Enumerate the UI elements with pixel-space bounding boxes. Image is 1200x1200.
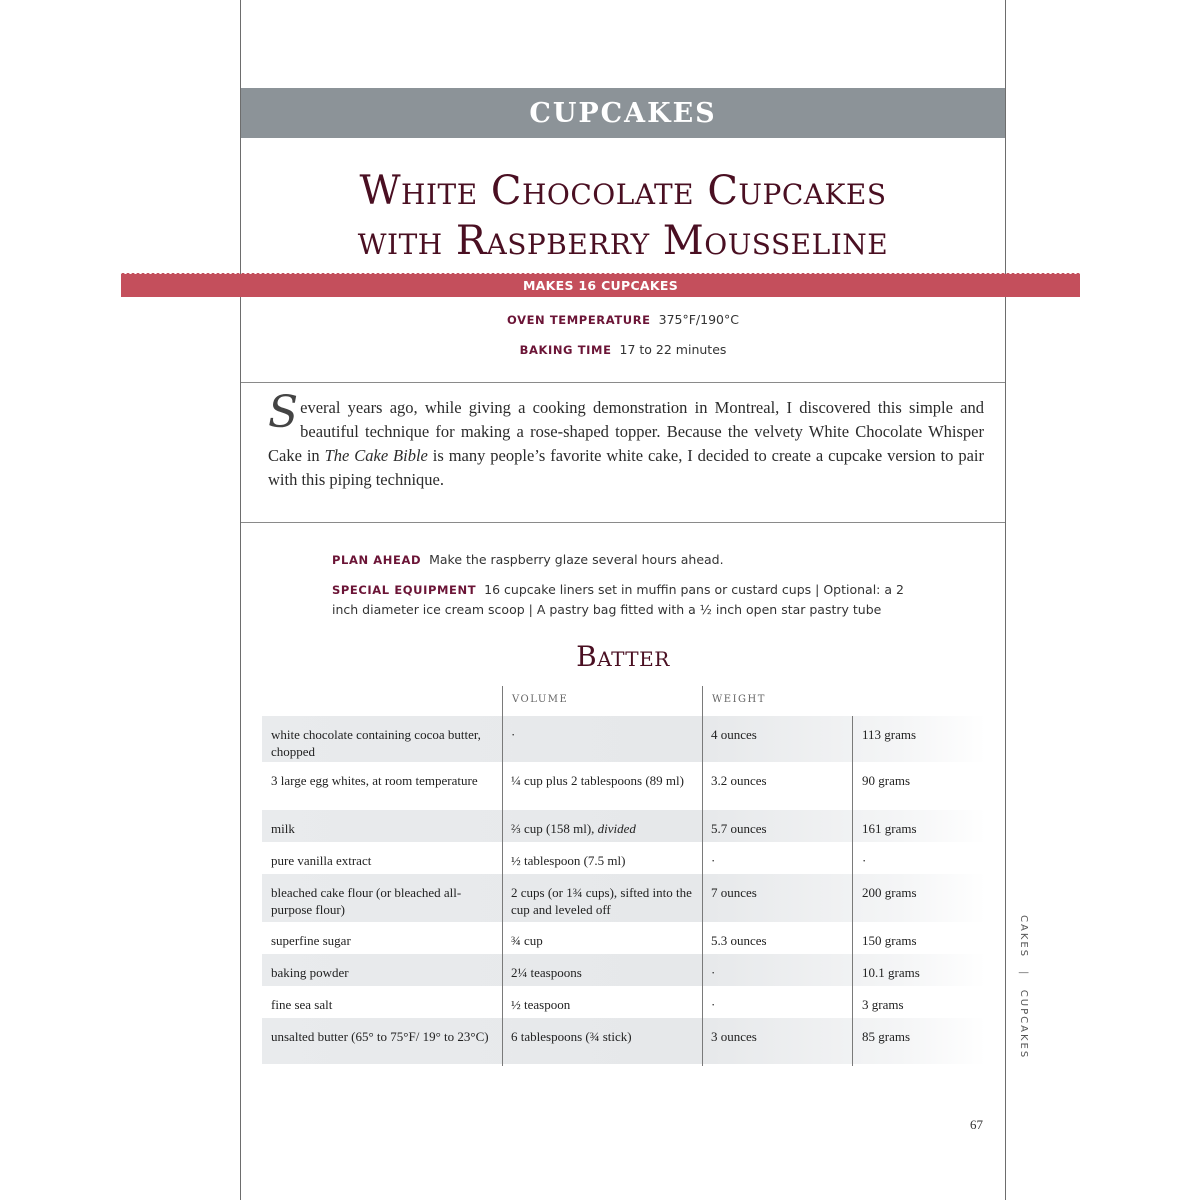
- page-number: 67: [970, 1117, 983, 1132]
- special-equipment: [332, 580, 932, 620]
- grams-cell: 113 grams: [862, 727, 917, 742]
- special-equipment-label: SPECIAL EQUIPMENT: [332, 583, 477, 597]
- table-row: [262, 954, 986, 986]
- column-divider-grams: [852, 716, 853, 1066]
- recipe-title: [241, 166, 1005, 266]
- table-row: [262, 874, 986, 922]
- grams-cell: 150 grams: [862, 933, 917, 948]
- ounces-cell: ·: [711, 965, 716, 980]
- category-label: CUPCAKES: [529, 97, 717, 129]
- section-title-batter: Batter: [576, 640, 670, 673]
- ounces-cell: 3 ounces: [711, 1029, 757, 1044]
- ingredient-cell: bleached cake flour (or bleached all-purpose flour): [271, 885, 462, 917]
- ingredients-table: [262, 686, 986, 1064]
- table-row: [262, 810, 986, 842]
- volume-cell: ·: [511, 727, 516, 742]
- ounces-cell: 7 ounces: [711, 885, 757, 900]
- ounces-cell: 5.7 ounces: [711, 821, 767, 836]
- category-banner: [241, 88, 1005, 138]
- table-row: [262, 986, 986, 1018]
- volume-cell: ½ tablespoon (7.5 ml): [511, 853, 626, 868]
- ingredient-cell: superfine sugar: [271, 933, 351, 948]
- oven-temperature-value: 375°F/190°C: [658, 312, 739, 327]
- volume-cell: 2¼ teaspoons: [511, 965, 582, 980]
- ingredient-cell: 3 large egg whites, at room temperature: [271, 773, 478, 788]
- recipe-title-line-1: White Chocolate Cupcakes: [359, 168, 887, 214]
- intro-paragraph: [268, 387, 984, 492]
- grams-cell: 85 grams: [862, 1029, 911, 1044]
- plan-ahead-text: Make the raspberry glaze several hours ahead.: [429, 552, 724, 567]
- ingredient-cell: unsalted butter (65° to 75°F/ 19° to 23°C): [271, 1029, 489, 1044]
- intro-bottom-divider: [241, 522, 1005, 523]
- table-row: [262, 842, 986, 874]
- grams-cell: ·: [862, 853, 867, 868]
- baking-time-label: BAKING TIME: [519, 343, 612, 357]
- ingredient-cell: baking powder: [271, 965, 349, 980]
- recipe-title-line-2: with Raspberry Mousseline: [357, 218, 889, 264]
- table-row: [262, 1018, 986, 1064]
- volume-note: divided: [597, 821, 636, 836]
- side-tab-section: CAKES: [1018, 915, 1029, 959]
- volume-cell: ¼ cup plus 2 tablespoons (89 ml): [511, 773, 684, 788]
- table-row: [262, 762, 986, 810]
- oven-temperature-label: OVEN TEMPERATURE: [507, 313, 651, 327]
- plan-ahead-label: PLAN AHEAD: [332, 553, 422, 567]
- grams-cell: 200 grams: [862, 885, 917, 900]
- drop-cap: S: [268, 387, 299, 438]
- intro-top-divider: [241, 382, 1005, 383]
- intro-text-1: everal years ago, while giving a cooking demonstration in Montreal, I discovered this simple and beautiful technique for making a rose-shaped topper. Because the velvety White Chocolate Whisper Cake in: [268, 398, 984, 465]
- side-tab-separator: |: [1018, 971, 1029, 977]
- ounces-cell: 5.3 ounces: [711, 933, 767, 948]
- volume-cell: 6 tablespoons (¾ stick): [511, 1029, 632, 1044]
- volume-cell: 2 cups (or 1¾ cups), sifted into the cup and leveled off: [511, 885, 692, 917]
- volume-cell: ⅔ cup (158 ml), divided: [511, 821, 636, 836]
- grams-cell: 3 grams: [862, 997, 904, 1012]
- baking-time-value: 17 to 22 minutes: [619, 342, 727, 357]
- ounces-cell: ·: [711, 997, 716, 1012]
- ingredient-cell: milk: [271, 821, 295, 836]
- yield-banner: [121, 274, 1080, 297]
- section-side-tab: [1018, 915, 1029, 1059]
- oven-temperature: [241, 312, 1005, 327]
- ounces-cell: 4 ounces: [711, 727, 757, 742]
- table-row: [262, 716, 986, 762]
- grams-cell: 161 grams: [862, 821, 917, 836]
- table-row: [262, 922, 986, 954]
- column-divider-volume: [502, 686, 503, 1066]
- page-right-rule: [1005, 0, 1006, 1200]
- side-tab-subsection: CUPCAKES: [1018, 989, 1029, 1060]
- volume-cell: ¾ cup: [511, 933, 543, 948]
- table-header: [262, 686, 986, 716]
- special-equipment-text: 16 cupcake liners set in muffin pans or custard cups | Optional: a 2 inch diameter ice cream scoop | A pastry bag fitted with a ½ inch open star pastry tube: [332, 582, 904, 617]
- ingredient-cell: pure vanilla extract: [271, 853, 372, 868]
- baking-time: [241, 342, 1005, 357]
- header-volume: VOLUME: [512, 694, 569, 705]
- grams-cell: 10.1 grams: [862, 965, 920, 980]
- intro-text-2: is many people’s favorite white cake, I decided to create a cupcake version to pair with this piping technique.: [268, 446, 984, 489]
- ounces-cell: 3.2 ounces: [711, 773, 767, 788]
- yield-label: MAKES 16 CUPCAKES: [522, 278, 679, 293]
- volume-cell: ½ teaspoon: [511, 997, 571, 1012]
- ingredient-cell: fine sea salt: [271, 997, 333, 1012]
- book-title: The Cake Bible: [324, 446, 428, 465]
- ingredient-cell: white chocolate containing cocoa butter, chopped: [271, 727, 481, 759]
- plan-ahead: [332, 550, 932, 570]
- header-weight: WEIGHT: [712, 694, 766, 705]
- ounces-cell: ·: [711, 853, 716, 868]
- column-divider-weight: [702, 686, 703, 1066]
- grams-cell: 90 grams: [862, 773, 911, 788]
